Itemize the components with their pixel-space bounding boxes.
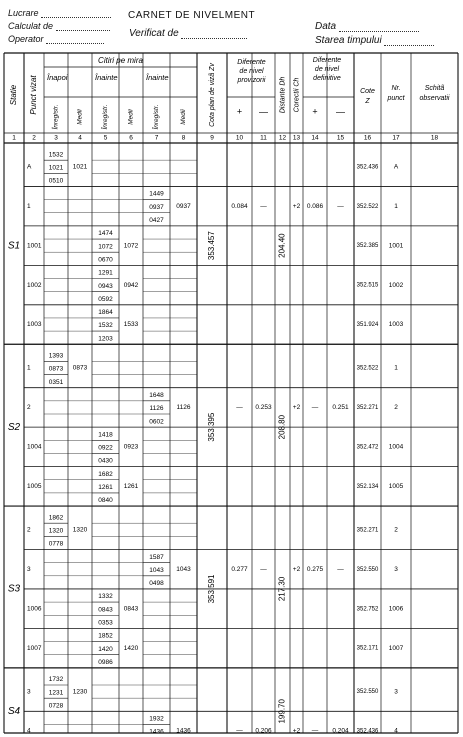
point-name: 1004	[27, 443, 42, 451]
reading-value: 0510	[48, 177, 64, 185]
reading-value: 0592	[98, 295, 113, 303]
elevation-z: 352.550	[356, 566, 379, 573]
reading-value: 1474	[98, 230, 113, 238]
reading-value: 0943	[98, 282, 113, 290]
column-number: 2	[32, 134, 36, 142]
reading-value: 1043	[149, 566, 164, 574]
point-name: 3	[27, 565, 31, 573]
point-number: 1006	[388, 605, 404, 613]
reading-value: 1436	[149, 728, 164, 736]
header-plus-sign: +	[236, 106, 243, 117]
reading-value: 1932	[149, 715, 164, 723]
header-punct: punct	[387, 94, 405, 102]
column-number: 9	[210, 134, 214, 142]
reading-mean: 0937	[176, 202, 191, 210]
reading-mean: 0942	[123, 281, 139, 289]
column-number: 16	[363, 134, 372, 142]
reading-value: 1852	[98, 632, 113, 640]
elevation-z: 352.472	[356, 444, 379, 451]
point-name: 2	[27, 404, 31, 412]
reading-value: 1864	[98, 309, 113, 317]
column-number: 8	[181, 134, 186, 142]
reading-value: 0670	[98, 256, 113, 264]
reading-value: 0937	[149, 203, 164, 211]
dif-prov-minus: 0.253	[255, 404, 272, 412]
point-number: 1007	[388, 644, 404, 652]
cota-plan-viza: 353.395	[207, 412, 217, 442]
point-number: 1	[394, 364, 398, 372]
header-minus-sign: —	[259, 106, 268, 117]
station-label: S4	[7, 705, 21, 717]
reading-value: 0351	[48, 378, 64, 386]
page-title: CARNET DE NIVELMENT	[128, 10, 256, 21]
point-number: 1005	[388, 483, 404, 491]
reading-value: 0602	[149, 418, 164, 426]
reading-value: 1320	[48, 527, 64, 535]
distance-value: 208.80	[277, 414, 287, 440]
header-inregistr: Înregistr.	[102, 104, 110, 130]
header-dif-prov-1: Diferente	[237, 58, 266, 66]
header-inainte-1: Înainte	[95, 72, 118, 82]
starea-timpului-label: Starea timpului	[315, 35, 434, 46]
point-number: 1001	[388, 242, 404, 250]
reading-value: 1587	[149, 553, 164, 561]
column-number: 15	[336, 134, 345, 142]
dif-def-plus: —	[311, 727, 319, 735]
reading-value: 1291	[98, 269, 113, 277]
header-dif-def-1: Diferente	[312, 56, 342, 64]
reading-value: 1261	[98, 484, 113, 492]
reading-value: 0873	[48, 365, 64, 373]
point-number: 1003	[388, 321, 404, 329]
point-name: 1	[27, 202, 31, 210]
point-name: 2	[27, 526, 31, 534]
point-number: 1002	[388, 281, 404, 289]
reading-value: 1449	[149, 190, 164, 198]
header-inregistr: Înregistr.	[52, 104, 60, 130]
dif-prov-plus: —	[236, 727, 243, 735]
column-number: 13	[292, 134, 301, 142]
station-label: S2	[7, 421, 21, 433]
point-name: 1007	[27, 644, 42, 652]
header-inainte-2: Înainte	[146, 72, 169, 82]
column-number: 4	[78, 134, 82, 142]
reading-value: 0427	[149, 217, 164, 225]
header-cote: Cote	[360, 87, 375, 95]
reading-value: 1732	[48, 676, 64, 684]
column-number: 3	[54, 134, 58, 142]
point-name: 1002	[27, 281, 42, 289]
point-name: 1005	[27, 483, 42, 491]
column-number: 14	[311, 134, 319, 142]
elevation-z: 352.436	[356, 728, 379, 735]
dif-prov-plus: 0.084	[231, 202, 248, 210]
reading-value: 0353	[98, 619, 113, 627]
column-number: 11	[260, 134, 267, 142]
distance-value: 199.70	[277, 699, 287, 724]
dif-def-plus: 0.086	[306, 202, 324, 210]
data-label: Data	[315, 21, 419, 32]
reading-mean: 1072	[123, 242, 139, 250]
elevation-z: 352.522	[356, 203, 379, 210]
reading-mean: 1230	[72, 688, 88, 696]
dif-prov-plus: 0.277	[231, 565, 248, 573]
point-number: 2	[394, 526, 398, 534]
column-number: 1	[12, 134, 16, 142]
header-dif-def-2: de nivel	[314, 65, 340, 73]
correction-value: +2	[292, 404, 301, 412]
point-number: 3	[394, 688, 398, 696]
dif-def-plus: —	[311, 404, 319, 412]
reading-value: 0922	[98, 444, 113, 452]
reading-value: 1021	[48, 164, 64, 172]
reading-value: 0843	[98, 606, 113, 614]
reading-value: 1332	[98, 593, 113, 601]
reading-value: 1203	[98, 335, 113, 343]
header-citiri-pe-mira: Citiri pe mira	[98, 56, 143, 66]
header-medii: Medii	[127, 109, 135, 125]
reading-value: 0778	[48, 540, 64, 548]
dif-prov-minus: —	[260, 565, 267, 573]
point-number: 1004	[388, 443, 404, 451]
header-cote-z: Z	[365, 97, 370, 105]
header-corectii: Corectii Ch	[293, 77, 301, 113]
header-plus-sign: +	[312, 106, 318, 117]
dif-def-minus: —	[337, 565, 344, 573]
elevation-z: 352.522	[356, 365, 379, 372]
reading-value: 1126	[149, 405, 164, 413]
header-punct-vizat: Punct vizat	[29, 75, 39, 115]
header-statie: Statie	[9, 84, 19, 106]
dif-def-minus: 0.204	[332, 727, 349, 735]
reading-value: 0986	[98, 658, 113, 666]
correction-value: +2	[292, 565, 301, 573]
dif-prov-minus: 0.206	[255, 727, 272, 735]
reading-value: 1532	[98, 322, 113, 330]
reading-value: 1532	[48, 151, 64, 159]
reading-mean: 1436	[176, 727, 191, 735]
point-name: 3	[27, 688, 31, 696]
reading-value: 1418	[98, 431, 113, 439]
header-minus-sign: —	[336, 106, 345, 117]
header-dif-prov-2: de nivel	[239, 67, 264, 75]
header-inregistr: Înregistr.	[153, 104, 161, 130]
verificat-label: Verificat de	[129, 28, 247, 39]
column-number: 5	[103, 134, 108, 142]
reading-value: 1862	[48, 514, 64, 522]
header-inapoi: Înapoi	[47, 72, 68, 82]
elevation-z: 352.436	[356, 164, 379, 171]
point-name: 4	[27, 727, 31, 735]
point-name: A	[27, 163, 32, 171]
reading-mean: 1533	[123, 321, 139, 329]
cota-plan-viza: 353.457	[207, 231, 217, 261]
elevation-z: 352.271	[356, 405, 379, 412]
reading-mean: 0873	[72, 364, 88, 372]
column-number: 12	[278, 134, 287, 142]
point-number: 4	[394, 727, 398, 735]
reading-mean: 0843	[123, 605, 139, 613]
reading-value: 1420	[98, 645, 113, 653]
correction-value: +2	[292, 727, 301, 735]
column-number: 10	[235, 134, 244, 142]
reading-value: 0728	[48, 702, 64, 710]
point-name: 1001	[27, 242, 42, 250]
header-medii: Medii	[180, 109, 188, 125]
column-number: 17	[392, 134, 400, 142]
header-nr: Nr.	[391, 84, 401, 92]
station-label: S3	[7, 583, 21, 595]
correction-value: +2	[292, 202, 301, 210]
point-name: 1003	[27, 321, 42, 329]
point-number: 3	[394, 565, 398, 573]
elevation-z: 351.924	[356, 322, 379, 329]
point-number: A	[393, 163, 399, 171]
operator-label: Operator	[8, 34, 104, 44]
header-observatii: observatii	[419, 94, 450, 102]
header-medii: Medii	[76, 109, 84, 125]
reading-value: 1231	[48, 689, 64, 697]
reading-value: 0498	[149, 580, 164, 588]
point-name: 1	[27, 364, 31, 372]
dif-def-minus: 0.251	[332, 404, 349, 412]
column-number: 7	[154, 134, 159, 142]
column-number: 6	[129, 134, 133, 142]
header-dif-def-3: definitive	[313, 74, 341, 82]
reading-value: 1072	[98, 243, 113, 251]
reading-mean: 1261	[123, 483, 139, 491]
reading-value: 1648	[149, 391, 164, 399]
station-label: S1	[7, 240, 21, 252]
reading-mean: 1021	[72, 163, 88, 171]
elevation-z: 352.515	[356, 282, 379, 289]
elevation-z: 352.271	[356, 527, 379, 534]
reading-mean: 1420	[123, 644, 139, 652]
elevation-z: 352.134	[356, 483, 379, 490]
dif-prov-plus: —	[236, 404, 243, 412]
reading-value: 0840	[98, 497, 113, 505]
lucrare-label: Lucrare	[8, 8, 111, 18]
header-distante: Distante Dh	[279, 76, 287, 114]
cota-plan-viza: 353.591	[207, 574, 217, 604]
reading-mean: 1320	[72, 526, 88, 534]
column-number: 18	[430, 134, 439, 142]
dif-prov-minus: —	[260, 202, 267, 210]
reading-mean: 1126	[176, 404, 191, 412]
distance-value: 217.30	[277, 576, 287, 602]
point-number: 2	[394, 404, 398, 412]
dif-def-minus: —	[337, 202, 344, 210]
reading-value: 1393	[48, 352, 64, 360]
reading-value: 0430	[98, 457, 113, 465]
header-schita: Schitã	[424, 84, 445, 92]
reading-value: 1682	[98, 470, 113, 478]
header-dif-prov-3: provizorii	[237, 76, 266, 84]
reading-mean: 0923	[123, 443, 139, 451]
elevation-z: 352.385	[356, 243, 379, 250]
distance-value: 204.40	[277, 233, 287, 258]
point-number: 1	[394, 202, 398, 210]
dif-def-plus: 0.275	[306, 565, 324, 573]
point-name: 1006	[27, 605, 42, 613]
header-cota-plan-viza: Cota plan de vizã Zv	[208, 63, 216, 127]
calculat-label: Calculat de	[8, 21, 110, 31]
reading-mean: 1043	[176, 565, 191, 573]
elevation-z: 352.752	[356, 606, 379, 613]
elevation-z: 352.550	[356, 689, 379, 696]
elevation-z: 352.171	[356, 645, 379, 652]
